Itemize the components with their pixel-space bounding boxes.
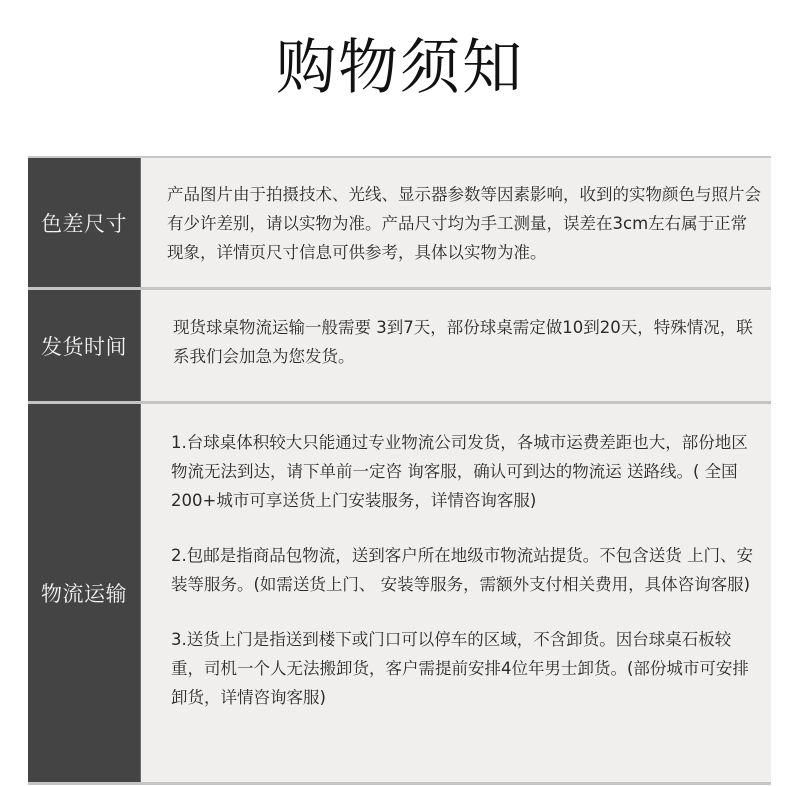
paragraph: 产品图片由于拍摄技术、光线、显示器参数等因素影响，收到的实物颜色与照片会有少许差别，请以实物为准。产品尺寸均为手工测量，误差在3cm左右属于正常现象，详情页尺寸信息可供参考，具体以实物为准。 xyxy=(167,185,761,262)
section-content-logistics xyxy=(141,404,771,782)
section-logistics xyxy=(28,404,771,785)
section-shipping-time xyxy=(28,290,771,404)
paragraph-3: 3.送货上门是指送到楼下或门口可以停车的区域，不含卸货。因台球桌石板较重，司机一个人无法搬卸货，客户需提前安排4位年男士卸货。(部份城市可安排卸货，详情咨询客服) xyxy=(171,630,749,707)
paragraph-1: 1.台球桌体积较大只能通过专业物流公司发货，各城市运费差距也大，部份地区物流无法到达，请下单前一定咨 询客服，确认可到达的物流运 送路线。( 全国200+城市可享送货上门安装服务，详情咨询客服) xyxy=(171,433,748,510)
section-label-logistics: 物流运输 xyxy=(28,404,141,782)
paragraph-2: 2.包邮是指商品包物流，送到客户所在地级市物流站提货。不包含送货 上门、安装等服务。(如需送货上门、 安装等服务，需额外支付相关费用，具体咨询客服) xyxy=(171,546,753,594)
section-color-size xyxy=(28,158,771,290)
section-content-shipping-time xyxy=(141,290,771,401)
paragraph: 现货球桌物流运输一般需要 3到7天，部份球桌需定做10到20天，特殊情况，联系我们会加急为您发货。 xyxy=(173,318,753,366)
section-label-color-size: 色差尺寸 xyxy=(28,158,141,287)
shopping-notice-table xyxy=(28,156,771,785)
page-title: 购物须知 xyxy=(276,33,524,103)
section-content-color-size xyxy=(141,158,771,287)
section-label-shipping-time: 发货时间 xyxy=(28,290,141,401)
